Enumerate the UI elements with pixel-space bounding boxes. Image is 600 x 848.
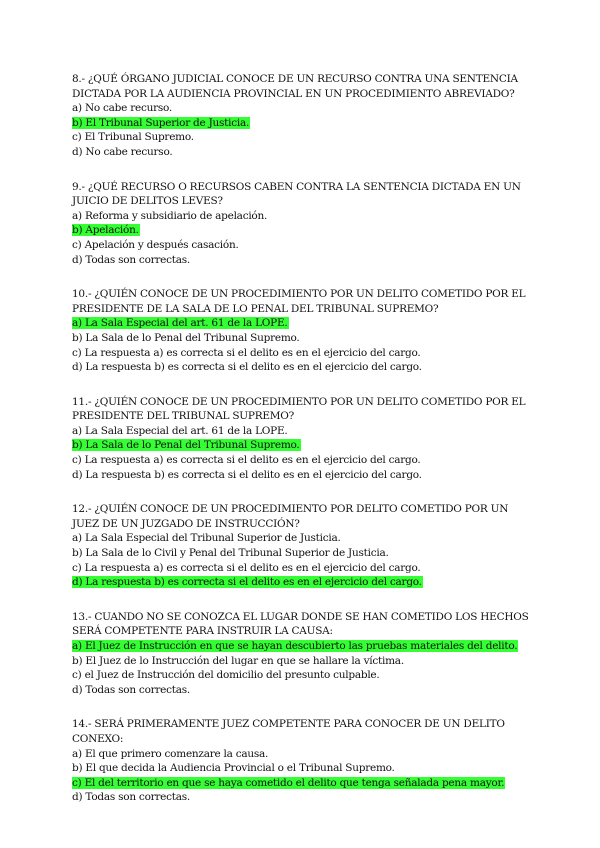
answer-options	[72, 424, 532, 482]
option-c: c) Apelación y después casación.	[72, 238, 239, 251]
question-title: 12.- ¿QUIÉN CONOCE DE UN PROCEDIMIENTO POR DELITO COMETIDO POR UN JUEZ DE UN JUZGADO DE INSTRUCCIÓN?	[72, 503, 509, 530]
answer-options	[72, 531, 532, 589]
option-b-correct: b) Apelación.	[72, 224, 139, 237]
question-title: 10.- ¿QUIÉN CONOCE DE UN PROCEDIMIENTO POR UN DELITO COMETIDO POR EL PRESIDENTE DE LA SALA DE LO PENAL DEL TRIBUNAL SUPREMO?	[72, 288, 526, 315]
option-c: c) El Tribunal Supremo.	[72, 131, 194, 144]
question-11	[72, 395, 532, 483]
option-c: c) La respuesta a) es correcta si el delito es en el ejercicio del cargo.	[72, 454, 421, 467]
question-10	[72, 287, 532, 375]
option-a: a) La Sala Especial del Tribunal Superior de Justicia.	[72, 532, 341, 545]
answer-options	[72, 639, 532, 697]
option-a: a) Reforma y subsidiario de apelación.	[72, 209, 268, 222]
question-12	[72, 502, 532, 590]
option-d: d) Todas son correctas.	[72, 683, 190, 696]
answer-options	[72, 747, 532, 805]
question-title: 11.- ¿QUIÉN CONOCE DE UN PROCEDIMIENTO POR UN DELITO COMETIDO POR EL PRESIDENTE DEL TRIBUNAL SUPREMO?	[72, 395, 526, 423]
option-a: a) La Sala Especial del art. 61 de la LOPE.	[72, 424, 288, 437]
option-b: b) El que decida la Audiencia Provincial o el Tribunal Supremo.	[72, 762, 395, 775]
option-d: d) La respuesta b) es correcta si el delito es en el ejercicio del cargo.	[72, 468, 422, 481]
option-d: d) Todas son correctas.	[72, 253, 190, 266]
document-page	[72, 72, 532, 825]
option-a: a) No cabe recurso.	[72, 102, 172, 115]
option-d: d) La respuesta b) es correcta si el delito es en el ejercicio del cargo.	[72, 361, 422, 374]
question-title: 14.- SERÁ PRIMERAMENTE JUEZ COMPETENTE PARA CONOCER DE UN DELITO CONEXO:	[72, 718, 505, 745]
option-a: a) El que primero comenzare la causa.	[72, 747, 269, 760]
option-c: c) La respuesta a) es correcta si el delito es en el ejercicio del cargo.	[72, 561, 421, 574]
option-b-correct: b) La Sala de lo Penal del Tribunal Supremo.	[72, 439, 300, 452]
option-d-correct: d) La respuesta b) es correcta si el delito es en el ejercicio del cargo.	[72, 576, 422, 589]
question-title: 9.- ¿QUÉ RECURSO O RECURSOS CABEN CONTRA LA SENTENCIA DICTADA EN UN JUICIO DE DELITOS LEVES?	[72, 180, 521, 208]
option-b: b) La Sala de lo Civil y Penal del Tribunal Superior de Justicia.	[72, 547, 389, 560]
question-title: 13.- CUANDO NO SE CONOZCA EL LUGAR DONDE SE HAN COMETIDO LOS HECHOS SERÁ COMPETENTE PARA INSTRUIR LA CAUSA:	[72, 610, 529, 638]
option-d: d) No cabe recurso.	[72, 145, 173, 158]
option-b: b) La Sala de lo Penal del Tribunal Supremo.	[72, 331, 300, 344]
question-8	[72, 72, 532, 160]
question-14	[72, 717, 532, 805]
question-9	[72, 180, 532, 268]
option-d: d) Todas son correctas.	[72, 791, 190, 804]
answer-options	[72, 316, 532, 374]
option-c-correct: c) El del territorio en que se haya cometido el delito que tenga señalada pena mayor.	[72, 776, 505, 789]
option-a-correct: a) La Sala Especial del art. 61 de la LOPE.	[72, 317, 288, 330]
question-title: 8.- ¿QUÉ ÓRGANO JUDICIAL CONOCE DE UN RECURSO CONTRA UNA SENTENCIA DICTADA POR LA AUDIENCIA PROVINCIAL EN UN PROCEDIMIENTO ABREVIADO?	[72, 73, 518, 100]
option-b-correct: b) El Tribunal Superior de Justicia.	[72, 116, 250, 129]
option-a-correct: a) El Juez de Instrucción en que se hayan descubierto las pruebas materiales del delito.	[72, 640, 518, 652]
answer-options	[72, 101, 532, 159]
option-c: c) el Juez de Instrucción del domicilio del presunto culpable.	[72, 669, 380, 682]
option-b: b) El Juez de lo Instrucción del lugar en que se hallare la víctima.	[72, 654, 404, 667]
question-13	[72, 610, 532, 698]
option-c: c) La respuesta a) es correcta si el delito es en el ejercicio del cargo.	[72, 346, 421, 359]
answer-options	[72, 209, 532, 267]
